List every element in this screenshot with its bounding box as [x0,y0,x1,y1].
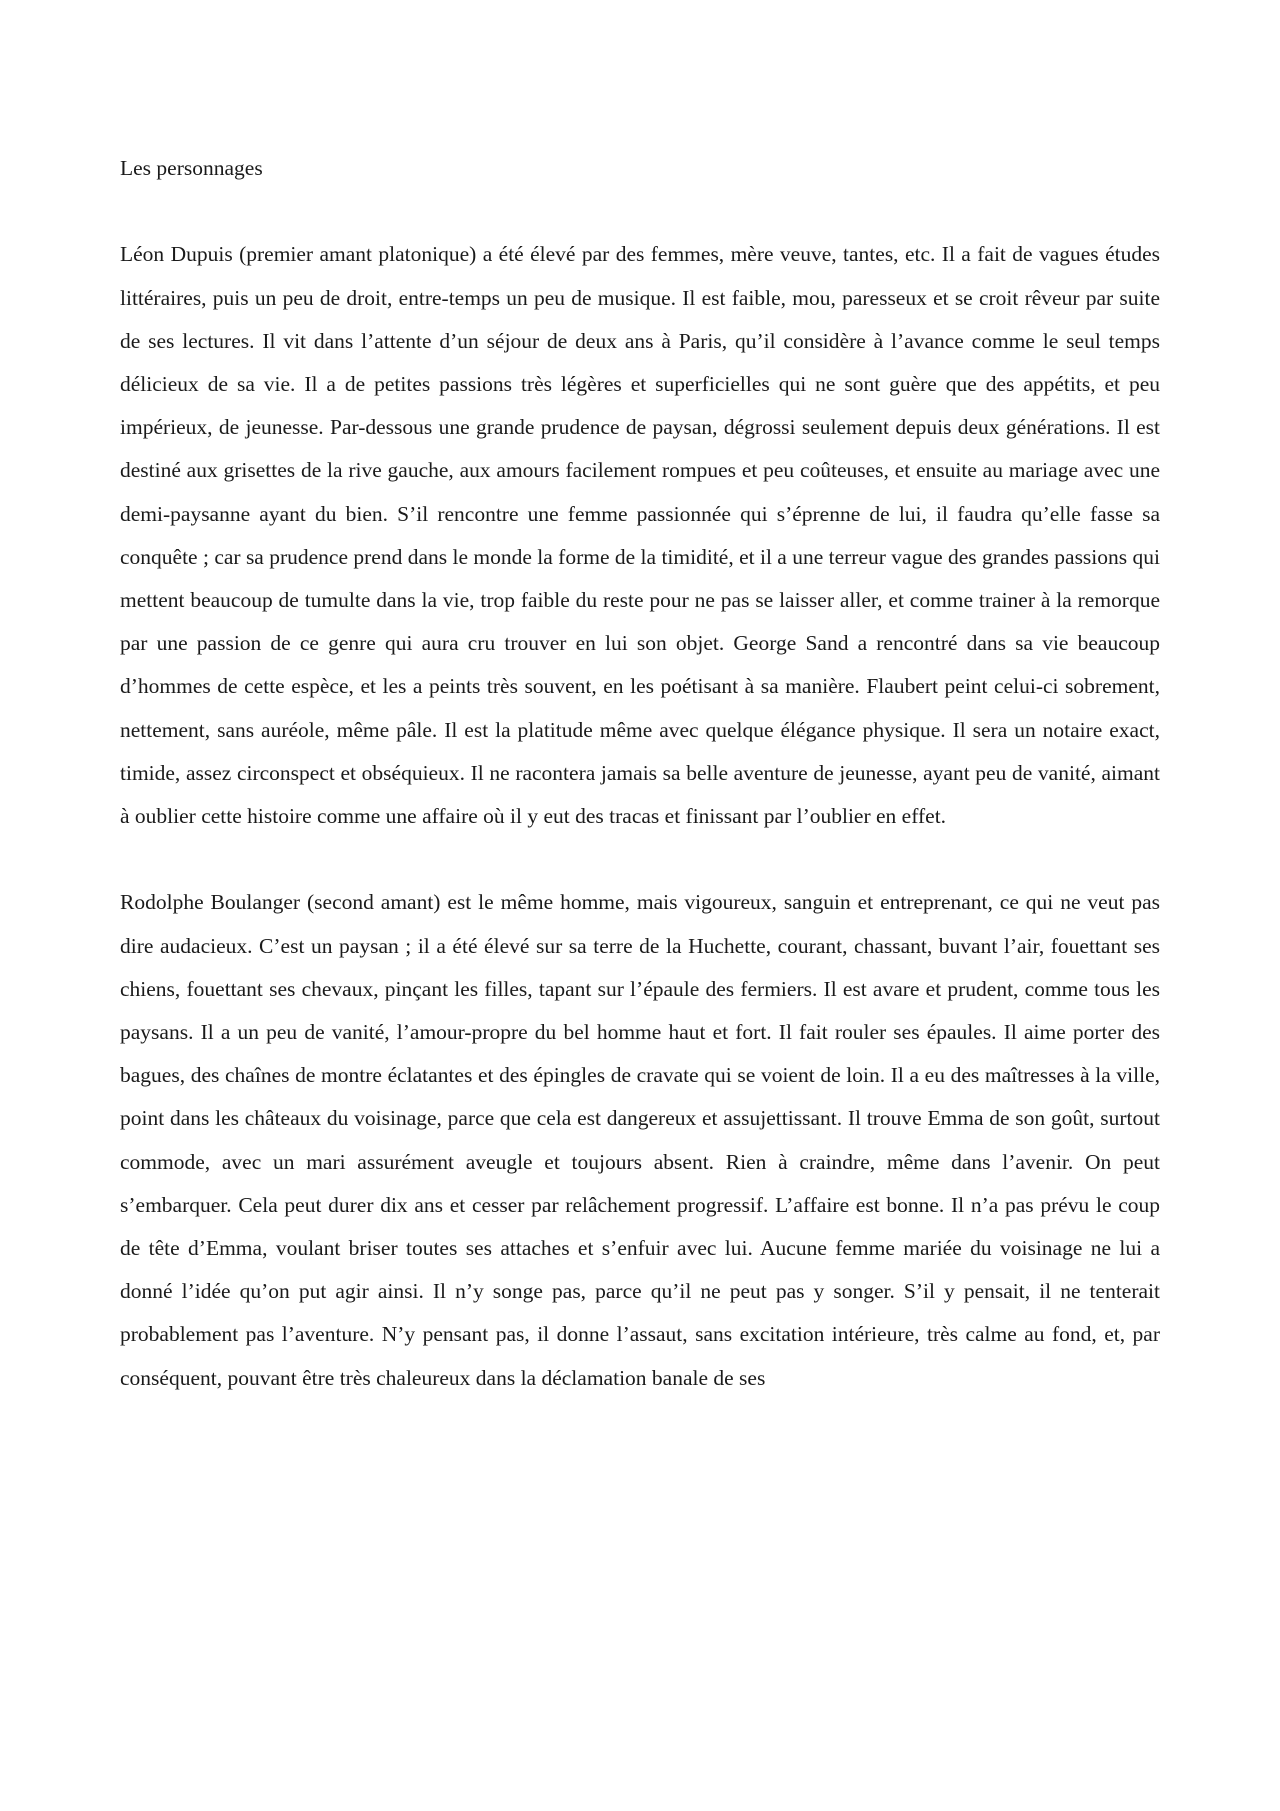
paragraph-spacer [120,190,1160,233]
page-heading: Les personnages [120,156,263,180]
paragraph-rodolphe-boulanger: Rodolphe Boulanger (second amant) est le même homme, mais vigoureux, sanguin et entreprenant, ce qui ne veut pas dire audacieux. C’est un paysan ; il a été élevé sur sa terre de la Huchette, courant, chassant, buvant l’air, fouettant ses chiens, fouettant ses chevaux, pinçant les filles, tapant sur l’épaule des fermiers. Il est avare et prudent, comme tous les paysans. Il a un peu de vanité, l’amour-propre du bel homme haut et fort. Il fait rouler ses épaules. Il aime porter des bagues, des chaînes de montre éclatantes et des épingles de cravate qui se voient de loin. Il a eu des maîtresses à la ville, point dans les châteaux du voisinage, parce que cela est dangereux et assujettissant. Il trouve Emma de son goût, surtout commode, avec un mari assurément aveugle et toujours absent. Rien à craindre, même dans l’avenir. On peut s’embarquer. Cela peut durer dix ans et cesser par relâchement progressif. L’affaire est bonne. Il n’a pas prévu le coup de tête d’Emma, voulant briser toutes ses attaches et s’enfuir avec lui. Aucune femme mariée du voisinage ne lui a donné l’idée qu’on put agir ainsi. Il n’y songe pas, parce qu’il ne peut pas y songer. S’il y pensait, il ne tenterait probablement pas l’aventure. N’y pensant pas, il donne l’assaut, sans excitation intérieure, très calme au fond, et, par conséquent, pouvant être très chaleureux dans la déclamation banale de ses [120,890,1160,1390]
paragraph-leon-dupuis: Léon Dupuis (premier amant platonique) a été élevé par des femmes, mère veuve, tantes, etc. Il a fait de vagues études littéraires, puis un peu de droit, entre-temps un peu de musique. Il est faible, mou, paresseux et se croit rêveur par suite de ses lectures. Il vit dans l’attente d’un séjour de deux ans à Paris, qu’il considère à l’avance comme le seul temps délicieux de sa vie. Il a de petites passions très légères et superficielles qui ne sont guère que des appétits, et peu impérieux, de jeunesse. Par-dessous une grande prudence de paysan, dégrossi seulement depuis deux générations. Il est destiné aux grisettes de la rive gauche, aux amours facilement rompues et peu coûteuses, et ensuite au mariage avec une demi-paysanne ayant du bien. S’il rencontre une femme passionnée qui s’éprenne de lui, il faudra qu’elle fasse sa conquête ; car sa prudence prend dans le monde la forme de la timidité, et il a une terreur vague des grandes passions qui mettent beaucoup de tumulte dans la vie, trop faible du reste pour ne pas se laisser aller, et comme trainer à la remorque par une passion de ce genre qui aura cru trouver en lui son objet. George Sand a rencontré dans sa vie beaucoup d’hommes de cette espèce, et les a peints très souvent, en les poétisant à sa manière. Flaubert peint celui-ci sobrement, nettement, sans auréole, même pâle. Il est la platitude même avec quelque élégance physique. Il sera un notaire exact, timide, assez circonspect et obséquieux. Il ne racontera jamais sa belle aventure de jeunesse, ayant peu de vanité, aimant à oublier cette histoire comme une affaire où il y eut des tracas et finissant par l’oublier en effet. [120,242,1160,829]
paragraph-spacer [120,838,1160,881]
document-page [120,147,1160,1400]
